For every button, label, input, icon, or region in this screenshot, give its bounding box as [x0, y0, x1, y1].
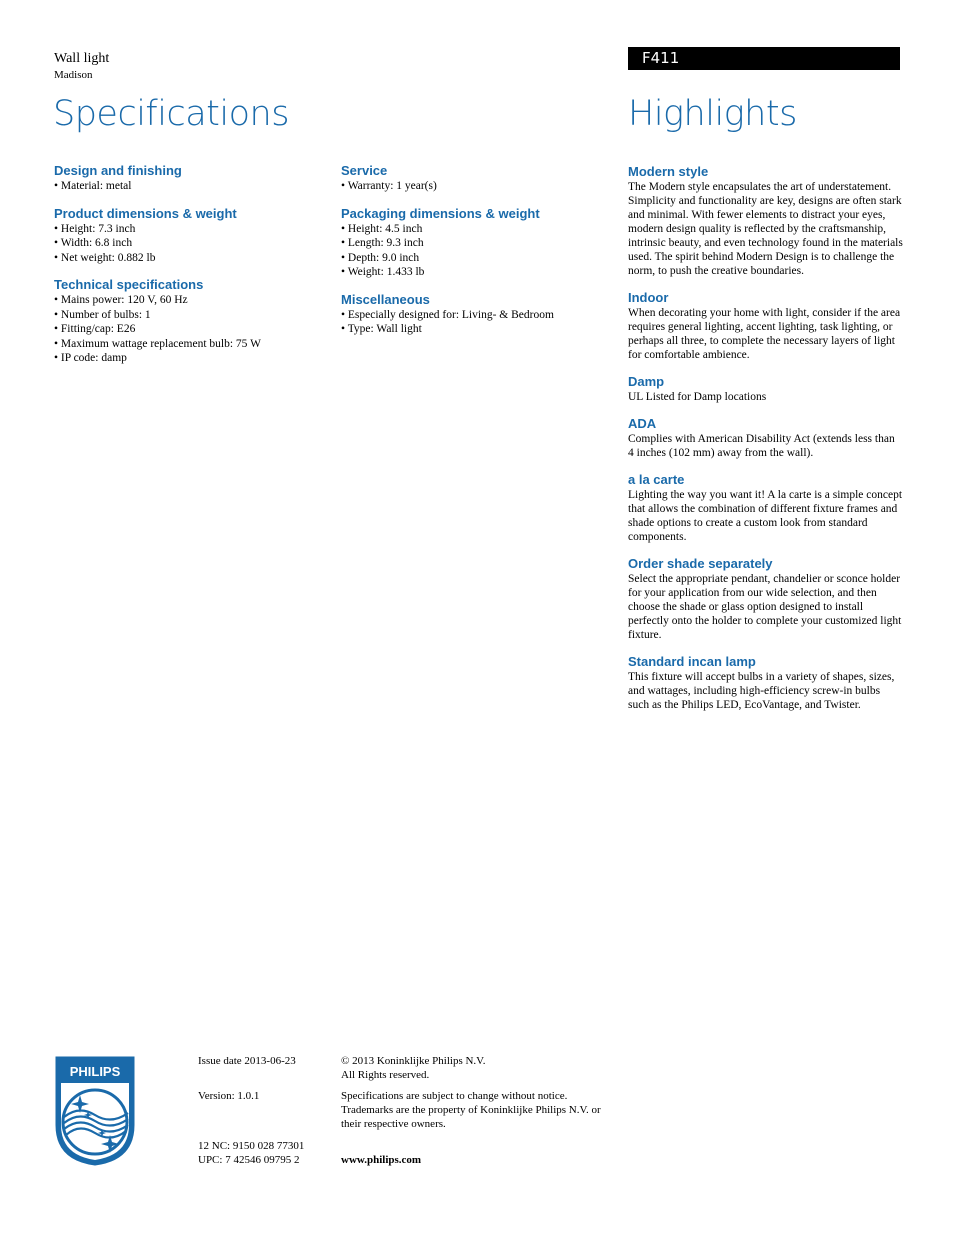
- spec-section-title: Service: [341, 163, 388, 178]
- spec-item: • Warranty: 1 year(s): [341, 179, 611, 194]
- spec-item: • Type: Wall light: [341, 322, 611, 337]
- specs-column-1: [54, 163, 324, 378]
- upc-code: UPC: 7 42546 09795 2: [198, 1154, 300, 1166]
- highlight-title: Modern style: [628, 164, 709, 179]
- copyright: [341, 1054, 485, 1082]
- highlight-block: [628, 290, 903, 362]
- spec-item: • Height: 7.3 inch: [54, 222, 324, 237]
- model-bar: F411: [628, 47, 900, 70]
- highlight-text: Lighting the way you want it! A la carte is a simple concept that allows the combination of different fixture frames and shade options to create a custom look from standard components.: [628, 489, 903, 543]
- specifications-title: Specifications: [53, 94, 289, 134]
- highlight-text: The Modern style encapsulates the art of understatement. Simplicity and functionality are key, designs are often stark and minimal. With fewer elements to distract your eyes, modern design quality is reflected by the craftsmanship, intrinsic beauty, and even technology found in the materials used. The spirit behind Modern Design is to challenge the norm, to push the creative boundaries.: [628, 181, 903, 277]
- spec-notice: Specifications are subject to change without notice. Trademarks are the property of Koninklijke Philips N.V. or their respective owners.: [341, 1090, 601, 1130]
- spec-section: [341, 163, 611, 194]
- nc-code: 12 NC: 9150 028 77301: [198, 1140, 305, 1152]
- spec-section: [341, 292, 611, 337]
- highlight-title: ADA: [628, 416, 657, 431]
- spec-section: [54, 277, 324, 366]
- spec-section: [54, 163, 324, 194]
- highlights-title: Highlights: [628, 94, 797, 134]
- spec-item: • Width: 6.8 inch: [54, 236, 324, 251]
- product-codes: [198, 1139, 304, 1167]
- highlight-block: [628, 556, 903, 642]
- spec-section: [341, 206, 611, 280]
- spec-item: • Depth: 9.0 inch: [341, 251, 611, 266]
- philips-shield-icon: [54, 1055, 136, 1167]
- spec-section: [54, 206, 324, 266]
- spec-item: • IP code: damp: [54, 351, 324, 366]
- product-name: Madison: [54, 69, 93, 81]
- specs-column-2: [341, 163, 611, 349]
- spec-item: • Number of bulbs: 1: [54, 308, 324, 323]
- spec-item: • Net weight: 0.882 lb: [54, 251, 324, 266]
- spec-section-title: Packaging dimensions & weight: [341, 205, 540, 221]
- logo-text: PHILIPS: [69, 1064, 121, 1079]
- highlight-text: When decorating your home with light, consider if the area requires general lighting, accent lighting, task lighting, or perhaps all three, to complete the necessary layers of light for comfortable ambience.: [628, 307, 901, 361]
- highlight-title: Standard incan lamp: [628, 654, 756, 669]
- spec-item: • Maximum wattage replacement bulb: 75 W: [54, 337, 324, 352]
- highlight-block: [628, 472, 903, 544]
- highlight-title: Indoor: [628, 290, 669, 305]
- website-link[interactable]: www.philips.com: [341, 1154, 422, 1166]
- rights-line: All Rights reserved.: [341, 1069, 430, 1081]
- spec-section-title: Product dimensions & weight: [54, 205, 237, 221]
- highlight-text: UL Listed for Damp locations: [628, 391, 767, 403]
- spec-section-title: Miscellaneous: [341, 291, 430, 307]
- version: Version: 1.0.1: [198, 1090, 260, 1102]
- issue-date: Issue date 2013-06-23: [198, 1055, 296, 1067]
- product-type: Wall light: [54, 51, 110, 66]
- spec-item: • Length: 9.3 inch: [341, 236, 611, 251]
- spec-item: • Material: metal: [54, 179, 324, 194]
- spec-item: • Height: 4.5 inch: [341, 222, 611, 237]
- highlight-title: Order shade separately: [628, 556, 773, 571]
- spec-item: • Mains power: 120 V, 60 Hz: [54, 293, 324, 308]
- highlight-block: [628, 654, 903, 712]
- highlight-text: Select the appropriate pendant, chandelier or sconce holder for your application from our wide selection, and then choose the shade or glass option designed to install perfectly onto the holder to complete your customized light fixture.: [628, 573, 902, 641]
- highlight-block: [628, 374, 903, 404]
- spec-section-title: Technical specifications: [54, 277, 204, 292]
- highlight-block: [628, 164, 903, 278]
- highlights-column: [628, 164, 903, 724]
- highlight-title: a la carte: [628, 472, 685, 487]
- highlight-text: Complies with American Disability Act (extends less than 4 inches (102 mm) away from the wall).: [628, 433, 895, 459]
- spec-section-title: Design and finishing: [54, 163, 182, 178]
- copyright-line: © 2013 Koninklijke Philips N.V.: [341, 1055, 486, 1067]
- spec-item: • Fitting/cap: E26: [54, 322, 324, 337]
- highlight-title: Damp: [628, 374, 665, 389]
- highlight-block: [628, 416, 903, 460]
- highlight-text: This fixture will accept bulbs in a variety of shapes, sizes, and wattages, including high-efficiency screw-in bulbs such as the Philips LED, EcoVantage, and Twister.: [628, 671, 895, 711]
- spec-item: • Weight: 1.433 lb: [341, 265, 611, 280]
- spec-item: • Especially designed for: Living- & Bedroom: [341, 308, 611, 323]
